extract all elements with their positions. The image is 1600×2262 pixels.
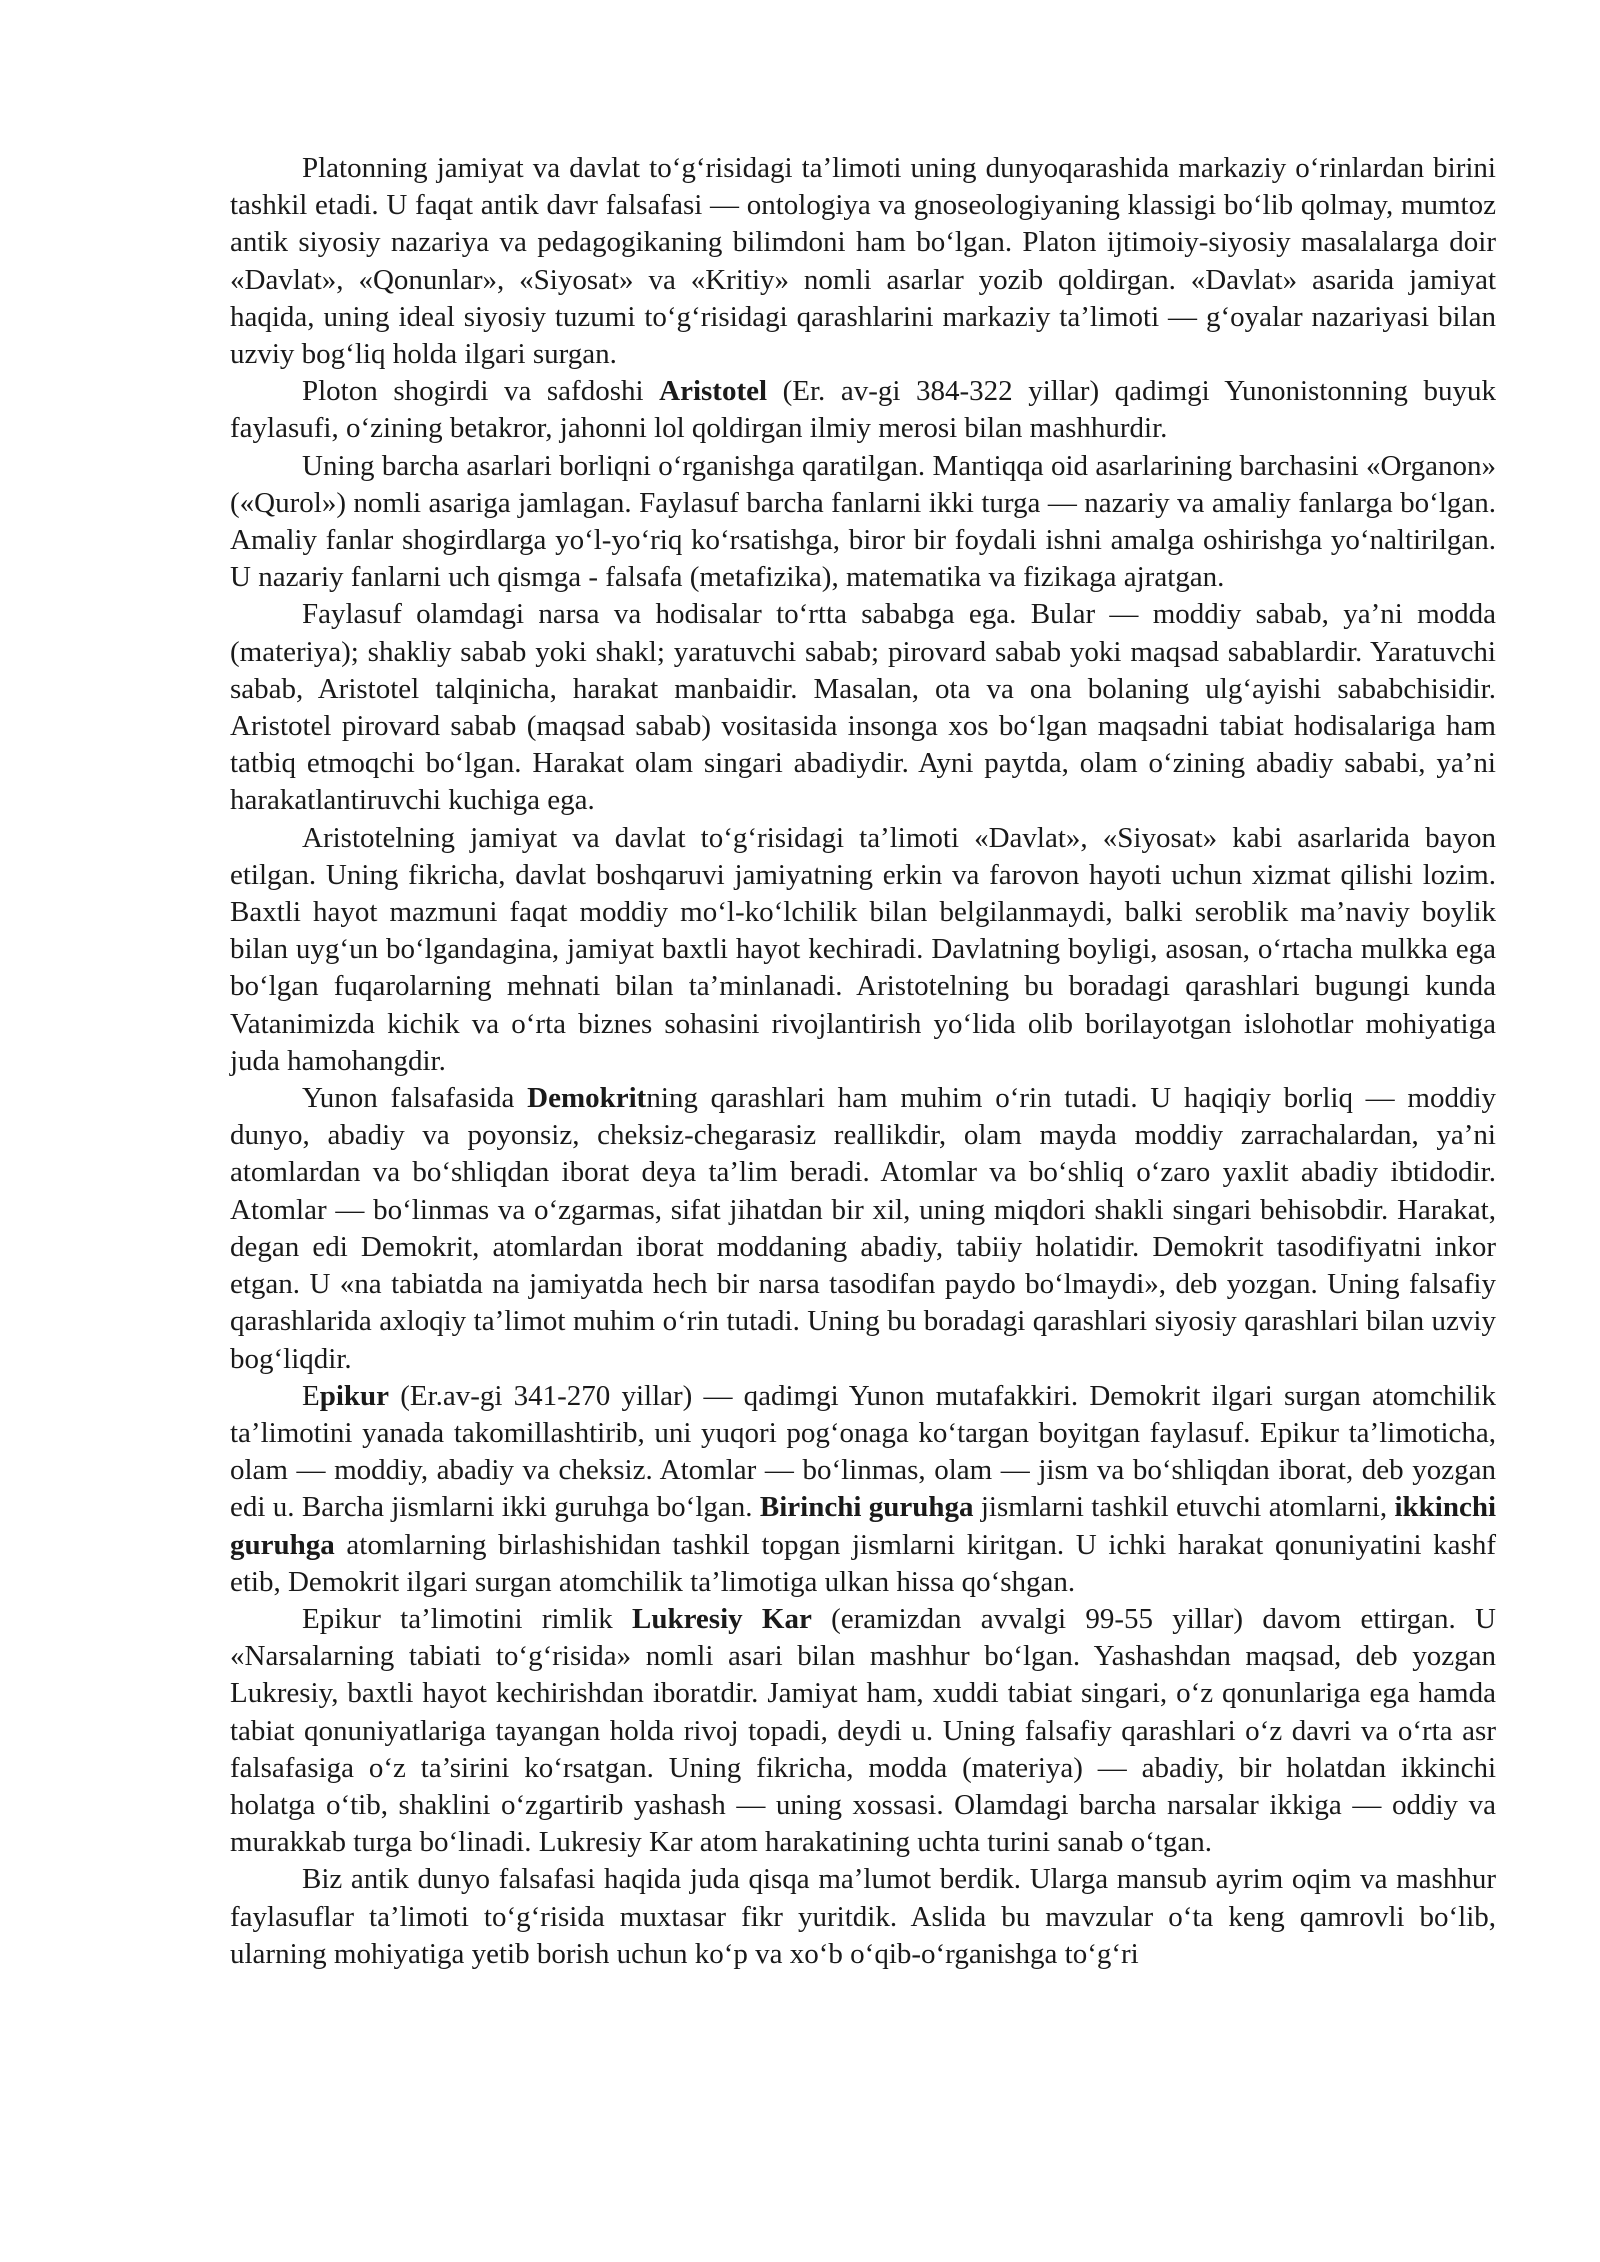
paragraph-aristotel-intro — [230, 373, 1496, 447]
paragraph-four-causes — [230, 596, 1496, 819]
text-span: Platonning jamiyat va davlat to‘g‘risidagi ta’limoti uning dunyoqarashida markaziy o‘rinlardan birini tashkil etadi. U faqat antik davr falsafasi — ontologiya va gnoseologiyaning klassigi bo‘lib qolmay, mumtoz antik siyosiy nazariya va pedagogikaning bilimdoni ham bo‘lgan. Platon ijtimoiy-siyosiy masalalarga doir «Davlat», «Qonunlar», «Siyosat» va «Kritiy» nomli asarlar yozib qoldirgan. «Davlat» asarida jamiyat haqida, uning ideal siyosiy tuzumi to‘g‘risidagi qarashlarini markaziy ta’limoti — g‘oyalar nazariyasi bilan uzviy bog‘liq holda ilgari surgan. — [230, 152, 1496, 371]
text-span: Uning barcha asarlari borliqni o‘rganishga qaratilgan. Mantiqqa oid asarlarining barchasini «Organon» («Qurol») nomli asariga jamlagan. Faylasuf barcha fanlarni ikki turga — nazariy va amaliy fanlarga bo‘lgan. Amaliy fanlar shogirdlarga yo‘l-yo‘riq ko‘rsatishga, biror bir foydali ishni amalga oshirishga yo‘naltirilgan. U nazariy fanlarni uch qismga - falsafa (metafizika), matematika va fizikaga ajratgan. — [230, 449, 1496, 594]
document-page — [230, 150, 1496, 1973]
text-span: Biz antik dunyo falsafasi haqida juda qisqa ma’lumot berdik. Ularga mansub ayrim oqim va mashhur faylasuflar ta’limoti to‘g‘risida muxtasar fikr yuritdik. Aslida bu mavzular o‘ta keng qamrovli bo‘lib, ularning mohiyatiga yetib borish uchun ko‘p va xo‘b o‘qib-o‘rganishga to‘g‘ri — [230, 1863, 1496, 1970]
paragraph-lukresiy — [230, 1601, 1496, 1861]
bold-name-aristotel: Aristotel — [659, 375, 768, 408]
text-span: E — [302, 1379, 320, 1412]
paragraph-epikur — [230, 1378, 1496, 1601]
text-span: jismlarni tashkil etuvchi atomlarni, — [973, 1491, 1395, 1524]
paragraph-demokrit — [230, 1080, 1496, 1378]
text-span: (Er. av-gi 384-322 yillar) qadimgi Yunonistonning buyuk faylasufi, o‘zining betakror, jahonni lol qoldirgan ilmiy merosi bilan mashhurdir. — [230, 375, 1496, 445]
text-span: Ploton shogirdi va safdoshi — [302, 375, 660, 408]
text-span: Aristotelning jamiyat va davlat to‘g‘risidagi ta’limoti «Davlat», «Siyosat» kabi asarlarida bayon etilgan. Uning fikricha, davlat boshqaruvi jamiyatning erkin va farovon hayoti uchun xizmat qilishi lozim. Baxtli hayot mazmuni faqat moddiy mo‘l-ko‘lchilik bilan belgilanmaydi, balki seroblik ma’naviy boylik bilan uyg‘un bo‘lgandagina, jamiyat baxtli hayot kechiradi. Davlatning boyligi, asosan, o‘rtacha mulkka ega bo‘lgan fuqarolarning mehnati bilan ta’minlanadi. Aristotelning bu boradagi qarashlari bugungi kunda Vatanimizda kichik va o‘rta biznes sohasini rivojlantirish yo‘lida olib borilayotgan islohotlar mohiyatiga juda hamohangdir. — [230, 821, 1496, 1077]
bold-name-demokrit: Demokrit — [527, 1082, 647, 1115]
bold-name-epikur: pikur — [319, 1379, 390, 1412]
paragraph-platon-state — [230, 150, 1496, 373]
bold-term-second-group: ikkinchi guruhga — [230, 1491, 1497, 1561]
paragraph-aristotel-state — [230, 820, 1496, 1080]
text-span: Faylasuf olamdagi narsa va hodisalar to‘rtta sababga ega. Bular — moddiy sabab, ya’ni modda (materiya); shakliy sabab yoki shakl; yaratuvchi sabab; pirovard sabab yoki maqsad sabablardir. Yaratuvchi sabab, Aristotel talqinicha, harakat manbaidir. Masalan, ota va ona bolaning ulg‘ayishi sababchisidir. Aristotel pirovard sabab (maqsad sabab) vositasida insonga xos bo‘lgan maqsadni tabiat hodisalariga ham tatbiq etmoqchi bo‘lgan. Harakat olam singari abadiydir. Ayni paytda, olam o‘zining abadiy sababi, ya’ni harakatlantiruvchi kuchiga ega. — [230, 598, 1496, 817]
paragraph-aristotel-works — [230, 448, 1496, 597]
text-span: ning qarashlari ham muhim o‘rin tutadi. U haqiqiy borliq — moddiy dunyo, abadiy va poyonsiz, cheksiz-chegarasiz reallikdir, olam mayda moddiy zarrachalardan, ya’ni atomlardan va bo‘shliqdan iborat deya ta’lim beradi. Atomlar va bo‘shliq o‘zaro yaxlit abadiy ibtidodir. Atomlar — bo‘linmas va o‘zgarmas, sifat jihatdan bir xil, uning miqdori shakli singari behisobdir. Harakat, degan edi Demokrit, atomlardan iborat moddaning abadiy, tabiiy holatidir. Demokrit tasodifiyatni inkor etgan. U «na tabiatda na jamiyatda hech bir narsa tasodifan paydo bo‘lmaydi», deb yozgan. Uning falsafiy qarashlarida axloqiy ta’limot muhim o‘rin tutadi. Uning bu boradagi qarashlari siyosiy qarashlari bilan uzviy bog‘liqdir. — [230, 1082, 1496, 1375]
bold-name-lukresiy-kar: Lukresiy Kar — [631, 1602, 812, 1635]
text-span: Yunon falsafasida — [302, 1082, 528, 1115]
bold-term-first-group: Birinchi guruhga — [759, 1491, 974, 1524]
paragraph-conclusion — [230, 1861, 1496, 1973]
text-span: atomlarning birlashishidan tashkil topgan jismlarni kiritgan. U ichki harakat qonuniyatini kashf etib, Demokrit ilgari surgan atomchilik ta’limotiga ulkan hissa qo‘shgan. — [230, 1528, 1496, 1598]
text-span: (eramizdan avvalgi 99-55 yillar) davom ettirgan. U «Narsalarning tabiati to‘g‘risida» nomli asari bilan mashhur bo‘lgan. Yashashdan maqsad, deb yozgan Lukresiy, baxtli hayot kechirishdan iboratdir. Jamiyat ham, xuddi tabiat singari, o‘z qonunlariga ega hamda tabiat qonuniyatlariga tayangan holda rivoj topadi, deydi u. Uning falsafiy qarashlari o‘z davri va o‘rta asr falsafasiga o‘z ta’sirini ko‘rsatgan. Uning fikricha, modda (materiya) — abadiy, bir holatdan ikkinchi holatga o‘tib, shaklini o‘zgartirib yashash — uning xossasi. Olamdagi barcha narsalar ikkiga — oddiy va murakkab turga bo‘linadi. Lukresiy Kar atom harakatining uchta turini sanab o‘tgan. — [230, 1602, 1496, 1859]
text-span: (Er.av-gi 341-270 yillar) — qadimgi Yunon mutafakkiri. Demokrit ilgari surgan atomchilik ta’limotini yanada takomillashtirib, uni yuqori pog‘onaga ko‘targan boyitgan faylasuf. Epikur ta’limoticha, olam — moddiy, abadiy va cheksiz. Atomlar — bo‘linmas, olam — jism va bo‘shliqdan iborat, deb yozgan edi u. Barcha jismlarni ikki guruhga bo‘lgan. — [230, 1379, 1496, 1524]
text-span: Epikur ta’limotini rimlik — [302, 1602, 632, 1635]
